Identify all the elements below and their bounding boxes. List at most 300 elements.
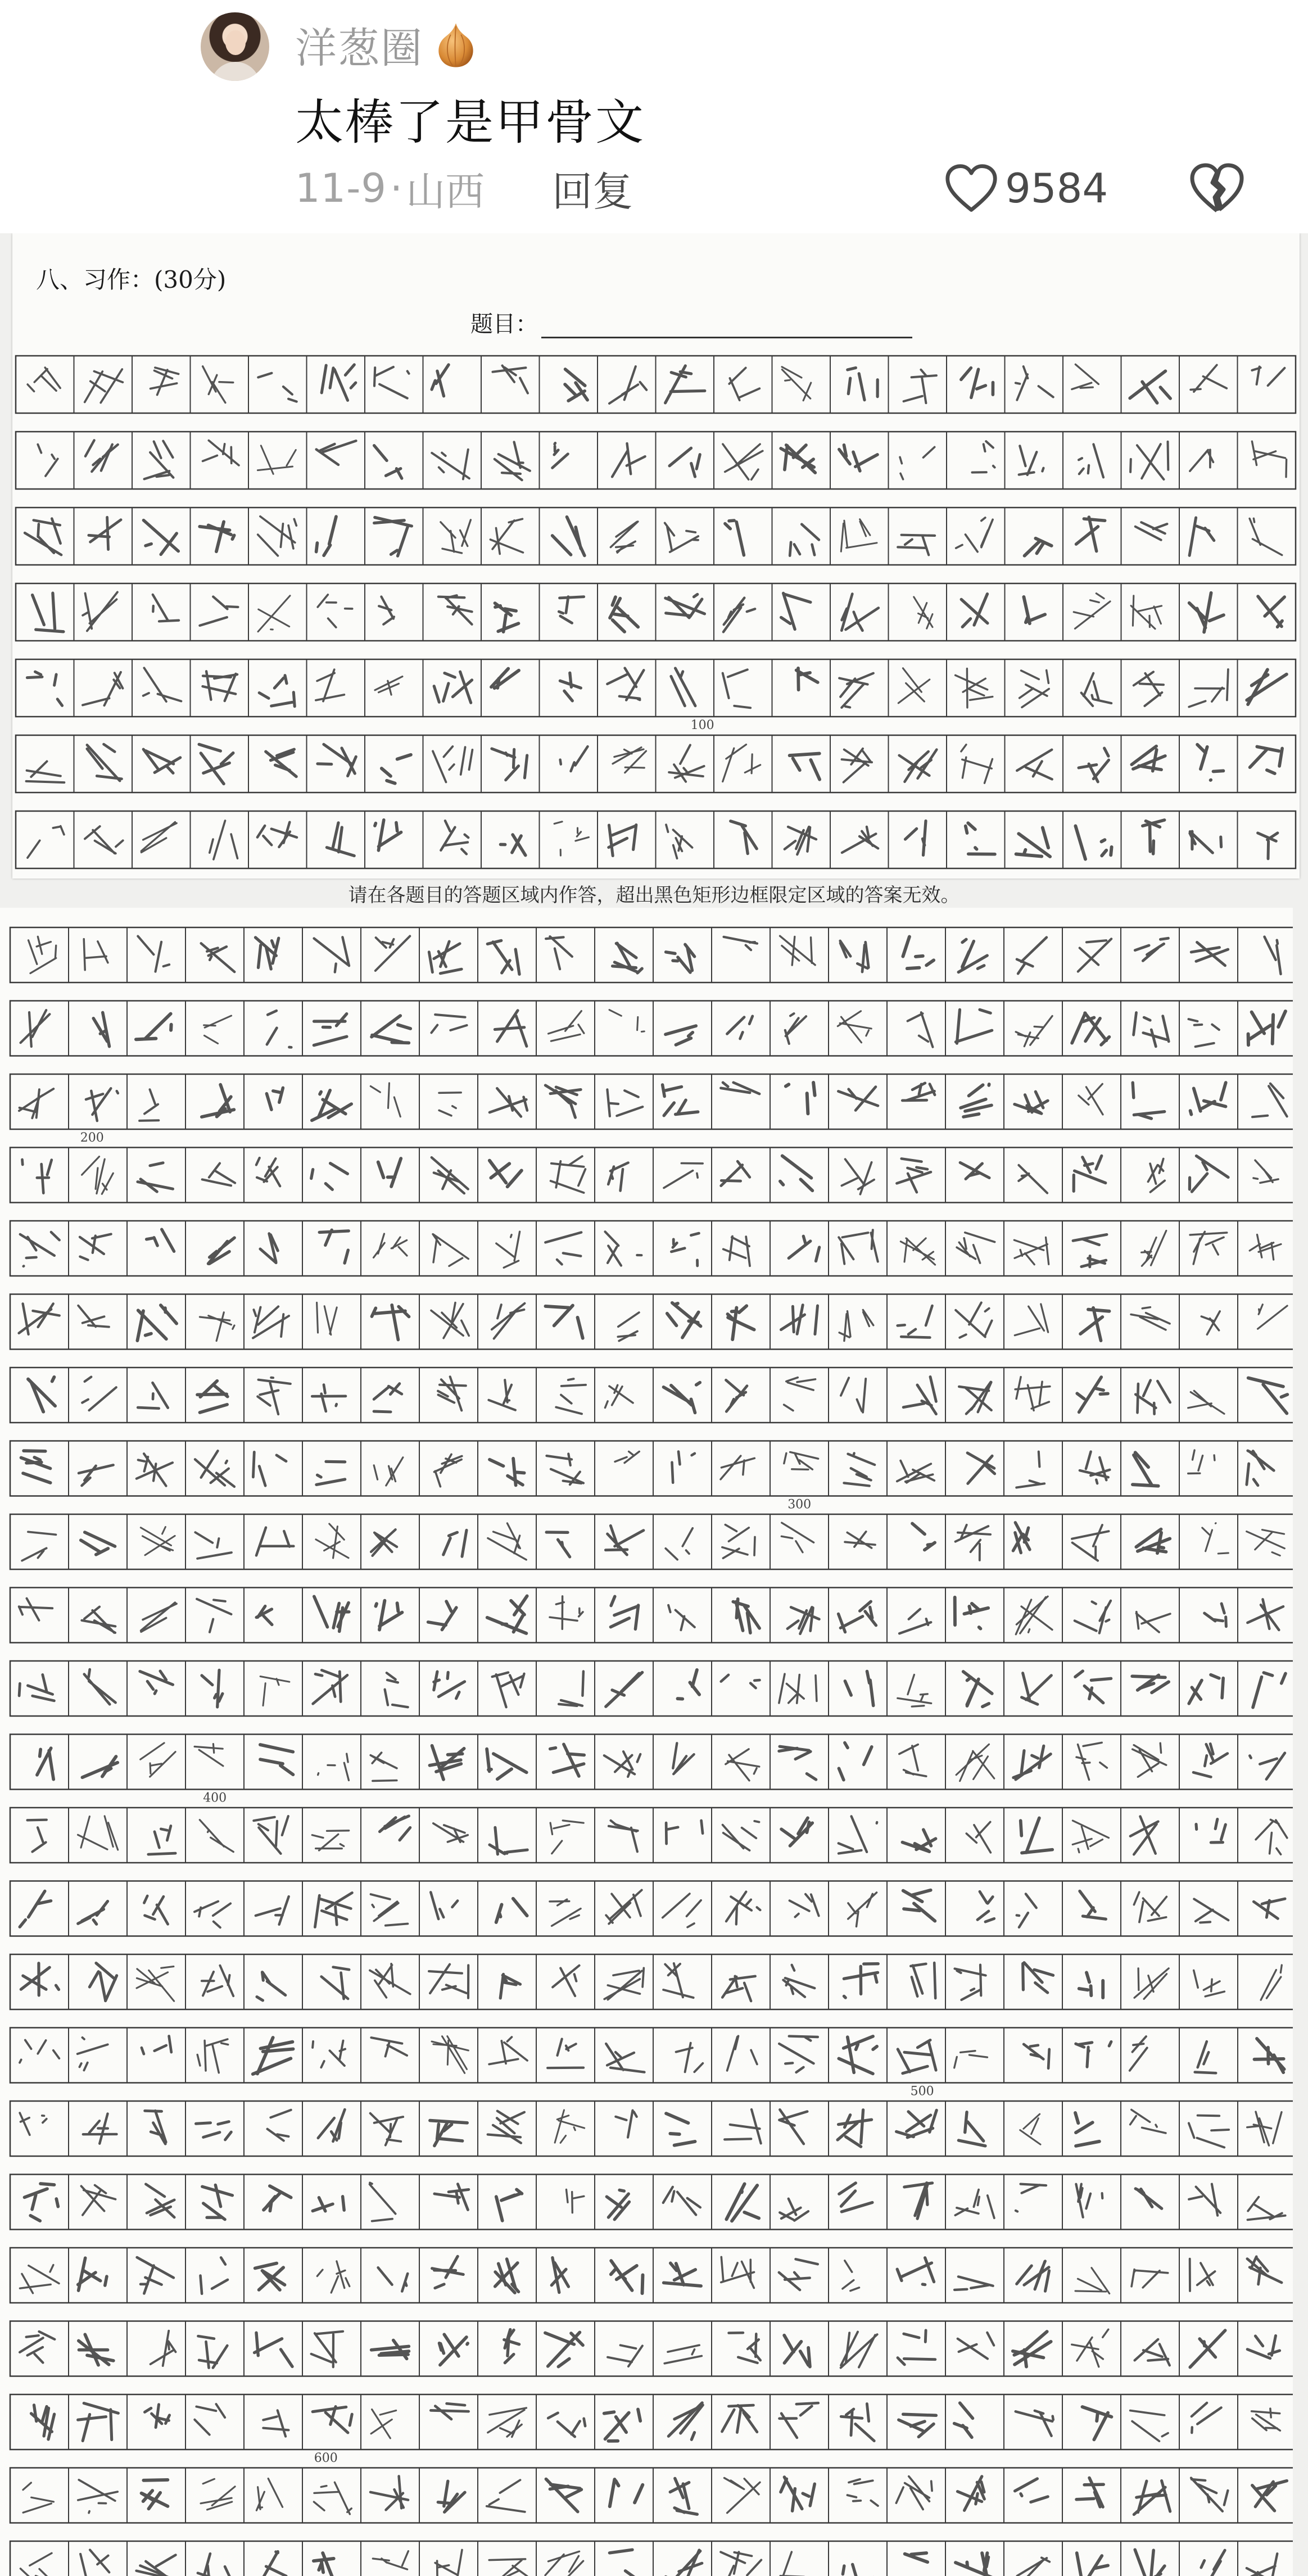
- handwritten-glyph: [845, 1672, 873, 1706]
- handwritten-glyph: [136, 1014, 171, 1040]
- handwritten-glyph: [26, 762, 65, 783]
- like-count: 9584: [1005, 165, 1108, 212]
- handwritten-glyph: [202, 1163, 235, 1186]
- handwritten-glyph: [1189, 1019, 1219, 1047]
- handwritten-glyph: [1252, 441, 1286, 477]
- handwritten-glyph: [666, 944, 695, 972]
- handwritten-glyph: [1250, 746, 1283, 773]
- handwritten-glyph: [1196, 1819, 1225, 1843]
- handwritten-glyph: [257, 1972, 286, 2000]
- handwritten-glyph: [148, 1826, 175, 1854]
- handwritten-glyph: [429, 1964, 468, 1998]
- handwritten-glyph: [956, 1744, 994, 1781]
- handwritten-glyph: [960, 1162, 989, 1179]
- handwritten-glyph: [553, 1966, 579, 1996]
- grid-row: [10, 1001, 1293, 1056]
- handwritten-glyph: [726, 1749, 759, 1781]
- handwritten-glyph: [138, 1163, 173, 1192]
- handwritten-glyph: [1247, 1599, 1283, 1630]
- grid-row: [10, 1221, 1293, 1276]
- handwritten-glyph: [493, 365, 528, 393]
- handwritten-glyph: [87, 744, 122, 781]
- handwritten-glyph: [260, 1745, 293, 1774]
- handwritten-glyph: [898, 2330, 935, 2365]
- handwritten-glyph: [317, 1302, 337, 1334]
- handwritten-glyph: [374, 367, 409, 399]
- handwritten-glyph: [610, 597, 638, 632]
- handwritten-glyph: [900, 1238, 935, 1265]
- handwritten-glyph: [1135, 1380, 1170, 1414]
- handwritten-glyph: [781, 1305, 818, 1334]
- handwritten-glyph: [496, 2189, 522, 2220]
- handwritten-glyph: [838, 1011, 871, 1043]
- handwritten-glyph: [784, 2335, 810, 2367]
- handwritten-glyph: [604, 1751, 641, 1777]
- handwritten-glyph: [1080, 1891, 1106, 1919]
- handwritten-glyph: [723, 745, 761, 782]
- handwritten-glyph: [722, 1525, 755, 1559]
- handwritten-glyph: [726, 1380, 748, 1411]
- handwritten-glyph: [545, 1085, 581, 1117]
- handwritten-glyph: [1131, 1307, 1170, 1330]
- handwritten-glyph: [785, 827, 816, 854]
- handwritten-glyph: [839, 1601, 876, 1632]
- handwritten-glyph: [201, 2479, 235, 2510]
- handwritten-glyph: [194, 1744, 223, 1766]
- handwritten-glyph: [790, 524, 819, 556]
- handwritten-glyph: [194, 2404, 225, 2435]
- handwritten-glyph: [142, 2480, 168, 2509]
- handwritten-glyph: [435, 2550, 462, 2576]
- handwritten-glyph: [33, 593, 64, 632]
- word-counter: 100: [690, 718, 714, 732]
- handwritten-glyph: [1076, 1742, 1107, 1780]
- handwritten-glyph: [500, 1975, 520, 1998]
- handwritten-glyph: [260, 1234, 278, 1263]
- handwritten-glyph: [1016, 366, 1053, 400]
- handwritten-glyph: [370, 2183, 396, 2221]
- handwritten-glyph: [1132, 1675, 1169, 1692]
- comment-item: [0, 0, 1308, 233]
- handwritten-glyph: [200, 597, 238, 626]
- handwritten-glyph: [432, 2036, 468, 2074]
- handwritten-glyph: [1017, 750, 1052, 780]
- handwritten-glyph: [441, 821, 468, 854]
- handwritten-glyph: [443, 1530, 467, 1556]
- handwritten-glyph: [492, 1673, 524, 1708]
- handwritten-glyph: [728, 1306, 754, 1339]
- handwritten-glyph: [1248, 1378, 1288, 1414]
- handwritten-glyph: [28, 1377, 55, 1412]
- handwritten-glyph: [904, 2183, 933, 2219]
- handwritten-glyph: [1078, 939, 1111, 971]
- handwritten-glyph: [610, 522, 637, 553]
- handwritten-glyph: [607, 2190, 629, 2219]
- handwritten-glyph: [1189, 2184, 1220, 2216]
- handwritten-glyph: [137, 1305, 176, 1341]
- handwritten-glyph: [146, 2184, 174, 2217]
- handwritten-glyph: [1132, 746, 1165, 771]
- handwritten-glyph: [848, 1893, 877, 1927]
- handwritten-glyph: [28, 1820, 47, 1852]
- handwritten-glyph: [143, 668, 182, 701]
- handwritten-glyph: [370, 1964, 410, 1998]
- handwritten-glyph: [789, 1236, 819, 1261]
- handwritten-glyph: [142, 2036, 171, 2054]
- handwritten-glyph: [1250, 518, 1282, 555]
- handwritten-glyph: [605, 1385, 633, 1407]
- handwritten-glyph: [143, 520, 178, 555]
- handwritten-glyph: [1134, 1013, 1169, 1047]
- handwritten-glyph: [1261, 1965, 1282, 2000]
- handwritten-glyph: [433, 1234, 468, 1266]
- handwritten-glyph: [1188, 1450, 1215, 1474]
- handwritten-glyph: [839, 2036, 877, 2074]
- handwritten-glyph: [956, 1525, 991, 1560]
- grid-row: [16, 432, 1296, 489]
- grid-row: [10, 1441, 1293, 1512]
- handwritten-glyph: [779, 2036, 818, 2072]
- handwritten-glyph: [373, 2551, 408, 2570]
- username-row: [295, 17, 482, 73]
- handwritten-glyph: [669, 448, 700, 477]
- grid-row: [10, 1148, 1293, 1203]
- handwritten-glyph: [841, 1378, 866, 1412]
- handwritten-glyph: [841, 2404, 874, 2441]
- handwritten-glyph: [790, 754, 820, 780]
- handwritten-glyph: [492, 749, 527, 780]
- handwritten-glyph: [1253, 1899, 1285, 1918]
- comment-text: 太棒了是甲骨文: [295, 94, 645, 151]
- handwritten-glyph: [839, 673, 873, 708]
- handwritten-glyph: [781, 2477, 814, 2511]
- handwritten-glyph: [841, 2332, 877, 2368]
- handwritten-glyph: [314, 1596, 349, 1631]
- handwritten-glyph: [268, 2110, 291, 2141]
- handwritten-glyph: [609, 2550, 644, 2576]
- handwritten-glyph: [19, 1303, 60, 1334]
- handwritten-glyph: [667, 1303, 701, 1338]
- handwritten-glyph: [82, 1377, 116, 1411]
- handwritten-glyph: [843, 2564, 873, 2576]
- handwritten-glyph: [1079, 1973, 1103, 1998]
- handwritten-glyph: [1079, 748, 1109, 782]
- handwritten-glyph: [615, 2111, 636, 2138]
- handwritten-glyph: [958, 939, 987, 972]
- handwritten-glyph: [490, 519, 523, 554]
- handwritten-glyph: [666, 594, 705, 618]
- handwritten-glyph: [781, 445, 815, 473]
- handwritten-glyph: [553, 443, 568, 468]
- handwritten-glyph: [78, 1902, 108, 1925]
- handwritten-glyph: [553, 517, 585, 556]
- handwritten-glyph: [838, 2110, 872, 2147]
- like-button[interactable]: [944, 157, 1108, 219]
- handwritten-glyph: [313, 2197, 344, 2211]
- handwritten-glyph: [83, 1756, 118, 1777]
- handwritten-glyph: [1019, 446, 1044, 475]
- handwritten-glyph: [153, 595, 179, 622]
- handwritten-glyph: [556, 1379, 586, 1414]
- handwritten-glyph: [724, 937, 758, 950]
- handwritten-glyph: [567, 2190, 584, 2213]
- handwritten-glyph: [782, 367, 811, 401]
- handwritten-glyph: [1075, 826, 1111, 859]
- handwritten-glyph: [488, 2408, 527, 2437]
- handwritten-glyph: [967, 1453, 995, 1484]
- grid-row: [10, 2394, 1293, 2465]
- handwritten-glyph: [374, 1384, 402, 1412]
- handwritten-glyph: [431, 1303, 469, 1338]
- handwritten-glyph: [1191, 2478, 1228, 2511]
- handwritten-glyph: [138, 1383, 168, 1409]
- handwritten-glyph: [729, 2333, 761, 2363]
- handwritten-glyph: [604, 1968, 644, 1999]
- handwritten-glyph: [1265, 937, 1281, 974]
- username[interactable]: 洋葱圈: [295, 24, 423, 73]
- handwritten-glyph: [608, 1163, 628, 1191]
- handwritten-glyph: [25, 2184, 58, 2221]
- handwritten-glyph: [382, 755, 411, 784]
- handwritten-glyph: [487, 2480, 525, 2512]
- handwritten-glyph: [1076, 2041, 1111, 2067]
- handwritten-glyph: [80, 2550, 113, 2576]
- handwritten-glyph: [784, 1452, 818, 1469]
- handwritten-glyph: [253, 1306, 289, 1338]
- handwritten-glyph: [548, 2413, 585, 2437]
- handwritten-glyph: [210, 821, 238, 859]
- handwritten-glyph: [374, 446, 402, 479]
- handwritten-glyph: [1075, 2268, 1110, 2294]
- handwritten-glyph: [1130, 2036, 1147, 2071]
- handwritten-glyph: [957, 1233, 995, 1263]
- handwritten-glyph: [1080, 1452, 1110, 1484]
- handwritten-glyph: [254, 1816, 288, 1854]
- handwritten-glyph: [374, 1234, 408, 1257]
- handwritten-glyph: [610, 1596, 638, 1629]
- handwritten-glyph: [84, 1669, 116, 1704]
- handwritten-glyph: [545, 2551, 583, 2576]
- handwritten-glyph: [93, 1012, 109, 1046]
- handwritten-glyph: [1190, 1232, 1227, 1264]
- handwritten-glyph: [897, 2258, 934, 2285]
- handwritten-glyph: [1135, 938, 1168, 961]
- handwritten-glyph: [1076, 517, 1105, 551]
- grid-row: [10, 927, 1293, 983]
- handwritten-glyph: [1015, 1092, 1048, 1113]
- handwritten-glyph: [1016, 1016, 1052, 1047]
- handwritten-glyph: [264, 2186, 291, 2211]
- handwritten-glyph: [490, 1459, 524, 1486]
- handwritten-glyph: [723, 1237, 750, 1266]
- handwritten-glyph: [1250, 1753, 1284, 1780]
- handwritten-glyph: [550, 1596, 583, 1629]
- handwritten-glyph: [314, 2482, 351, 2514]
- handwritten-glyph: [21, 1963, 58, 1995]
- grid-row: [10, 1881, 1293, 1936]
- handwritten-glyph: [438, 2481, 465, 2512]
- handwritten-glyph: [1255, 2039, 1284, 2072]
- handwritten-glyph: [29, 936, 56, 973]
- handwritten-glyph: [666, 1528, 693, 1560]
- handwritten-glyph: [372, 1305, 409, 1340]
- handwritten-glyph: [1134, 672, 1164, 706]
- handwritten-glyph: [89, 517, 121, 549]
- handwritten-glyph: [370, 1083, 400, 1117]
- handwritten-glyph: [609, 1010, 644, 1032]
- handwritten-glyph: [839, 2183, 872, 2212]
- handwritten-glyph: [1258, 1305, 1288, 1329]
- handwritten-glyph: [954, 2403, 973, 2437]
- handwritten-glyph: [958, 2112, 985, 2146]
- handwritten-glyph: [82, 1157, 114, 1194]
- handwritten-glyph: [83, 672, 123, 705]
- handwritten-glyph: [954, 2051, 988, 2068]
- handwritten-glyph: [256, 1606, 272, 1625]
- handwritten-glyph: [1016, 1596, 1052, 1635]
- handwritten-glyph: [900, 447, 935, 479]
- handwritten-glyph: [1258, 833, 1278, 859]
- handwritten-glyph: [723, 669, 750, 708]
- handwritten-glyph: [1130, 442, 1168, 479]
- handwritten-glyph: [438, 1377, 466, 1410]
- avatar[interactable]: [201, 12, 269, 81]
- handwritten-glyph: [380, 1816, 410, 1840]
- handwritten-glyph: [1024, 2044, 1049, 2068]
- handwritten-glyph: [440, 2334, 468, 2365]
- handwritten-glyph: [256, 938, 279, 969]
- handwritten-glyph: [1072, 1525, 1109, 1561]
- handwritten-glyph: [549, 1011, 584, 1042]
- handwritten-glyph: [256, 1896, 289, 1925]
- handwritten-glyph: [841, 519, 877, 552]
- handwritten-glyph: [723, 444, 763, 479]
- handwritten-glyph: [78, 1306, 109, 1327]
- handwritten-glyph: [86, 1088, 118, 1121]
- handwritten-glyph: [664, 1383, 700, 1413]
- handwritten-glyph: [721, 1675, 760, 1688]
- handwritten-glyph: [431, 2403, 468, 2419]
- handwritten-glyph: [78, 1816, 118, 1850]
- handwritten-glyph: [780, 936, 816, 965]
- handwritten-glyph: [721, 1083, 759, 1094]
- handwritten-glyph: [898, 1306, 933, 1338]
- handwritten-glyph: [495, 2259, 519, 2293]
- handwritten-glyph: [1023, 1963, 1053, 1993]
- grid-row: [16, 356, 1296, 413]
- handwritten-glyph: [375, 820, 401, 850]
- handwritten-glyph: [733, 1599, 759, 1633]
- writing-grid-top: [12, 233, 1300, 879]
- handwritten-glyph: [1191, 942, 1228, 965]
- handwritten-glyph: [607, 668, 644, 700]
- handwritten-glyph: [1130, 2411, 1168, 2442]
- grid-row: [10, 2468, 1293, 2523]
- handwritten-glyph: [898, 668, 930, 703]
- handwritten-glyph: [1020, 671, 1049, 708]
- handwritten-glyph: [958, 2477, 985, 2511]
- handwritten-glyph: [1135, 2550, 1165, 2576]
- handwritten-glyph: [317, 2261, 350, 2293]
- handwritten-glyph: [902, 1830, 935, 1851]
- handwritten-glyph: [839, 445, 877, 471]
- handwritten-glyph: [955, 1965, 986, 2000]
- handwritten-glyph: [379, 597, 394, 624]
- handwritten-glyph: [1137, 1612, 1170, 1632]
- handwritten-glyph: [312, 1090, 351, 1121]
- handwritten-glyph: [783, 1965, 814, 1997]
- handwritten-glyph: [257, 446, 296, 474]
- handwritten-glyph: [842, 749, 872, 782]
- answer-sheet-photo[interactable]: [0, 233, 1308, 2576]
- handwritten-glyph: [606, 1672, 642, 1706]
- handwritten-glyph: [1130, 2109, 1166, 2133]
- handwritten-glyph: [955, 1597, 988, 1629]
- handwritten-glyph: [1134, 1892, 1166, 1922]
- handwritten-glyph: [1013, 2331, 1051, 2366]
- handwritten-glyph: [314, 1014, 347, 1045]
- handwritten-glyph: [546, 1454, 583, 1485]
- handwritten-glyph: [20, 2553, 56, 2576]
- handwritten-glyph: [1072, 1821, 1108, 1853]
- dislike-button[interactable]: [1189, 157, 1245, 219]
- handwritten-glyph: [488, 1380, 515, 1410]
- handwritten-glyph: [492, 1303, 525, 1339]
- handwritten-glyph: [144, 1896, 168, 1924]
- handwritten-glyph: [432, 1157, 468, 1193]
- handwritten-glyph: [977, 1891, 994, 1922]
- handwritten-glyph: [1135, 2189, 1162, 2208]
- handwritten-glyph: [137, 2555, 176, 2576]
- handwritten-glyph: [666, 366, 705, 403]
- handwritten-glyph: [966, 1822, 990, 1853]
- handwritten-glyph: [1015, 1304, 1048, 1335]
- handwritten-glyph: [609, 1821, 638, 1851]
- handwritten-glyph: [145, 2405, 170, 2428]
- handwritten-glyph: [1079, 1084, 1103, 1115]
- handwritten-glyph: [678, 1670, 700, 1699]
- handwritten-glyph: [432, 2256, 464, 2288]
- handwritten-glyph: [666, 2550, 702, 2576]
- handwritten-glyph: [141, 1527, 175, 1555]
- handwritten-glyph: [316, 1461, 345, 1484]
- handwritten-glyph: [430, 2121, 467, 2146]
- handwritten-glyph: [1248, 2197, 1286, 2220]
- handwritten-glyph: [784, 1378, 816, 1411]
- grid-row: [10, 1735, 1293, 1805]
- handwritten-glyph: [664, 1163, 703, 1188]
- handwritten-glyph: [546, 2479, 581, 2512]
- handwritten-glyph: [1132, 2270, 1168, 2288]
- handwritten-glyph: [663, 1963, 693, 1998]
- handwritten-glyph: [1013, 1523, 1030, 1553]
- handwritten-glyph: [790, 1894, 819, 1917]
- handwritten-glyph: [28, 368, 60, 391]
- handwritten-glyph: [20, 2265, 59, 2293]
- handwritten-glyph: [322, 365, 356, 401]
- reply-button[interactable]: 回复: [552, 168, 633, 215]
- handwritten-glyph: [722, 1976, 755, 2001]
- handwritten-glyph: [256, 1528, 293, 1556]
- handwritten-glyph: [266, 1088, 283, 1110]
- handwritten-glyph: [1193, 1744, 1228, 1777]
- handwritten-glyph: [1252, 2409, 1280, 2430]
- word-counter: 400: [203, 1791, 227, 1805]
- handwritten-glyph: [1076, 2184, 1102, 2217]
- handwritten-glyph: [668, 1605, 695, 1630]
- handwritten-glyph: [258, 373, 296, 402]
- handwritten-glyph: [201, 2257, 228, 2293]
